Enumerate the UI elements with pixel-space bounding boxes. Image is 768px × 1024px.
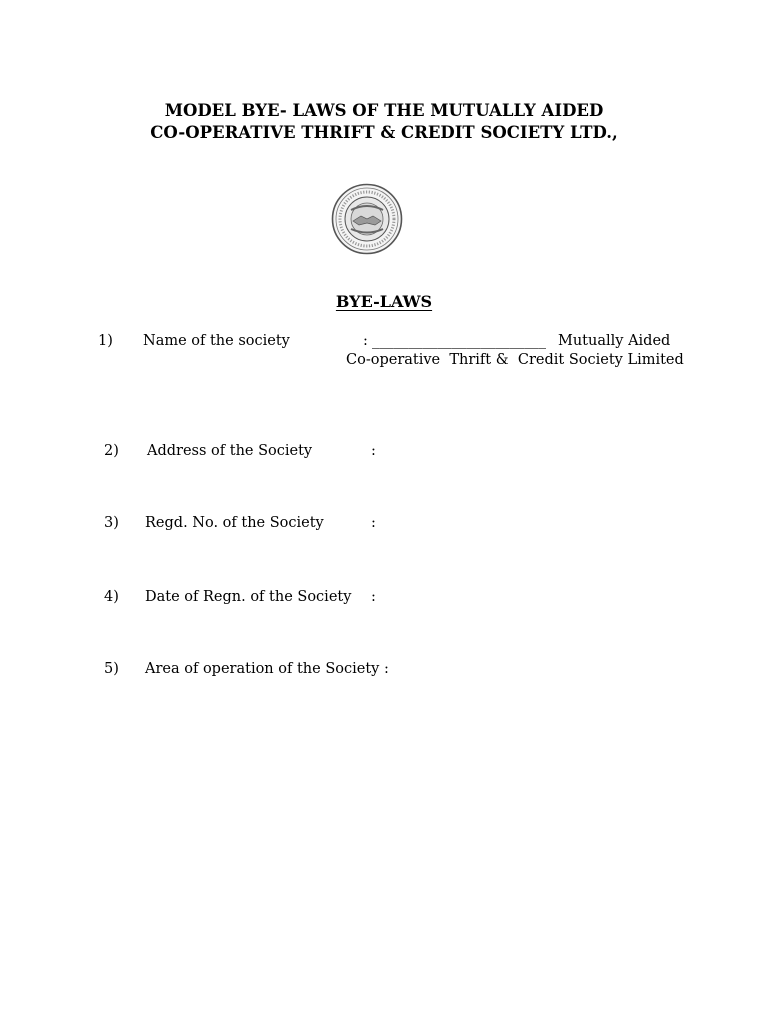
item-4-label: Date of Regn. of the Society <box>145 589 352 605</box>
item-1-value-line-1: Mutually Aided <box>558 333 671 349</box>
item-1-value-line-2: Co-operative Thrift & Credit Society Limited <box>346 352 684 368</box>
document-title-line-1: MODEL BYE- LAWS OF THE MUTUALLY AIDED <box>164 101 604 120</box>
item-1-number: 1) <box>98 333 113 349</box>
item-2-separator: : <box>371 443 376 459</box>
item-2-label: Address of the Society <box>147 443 313 459</box>
item-4-number: 4) <box>104 589 119 605</box>
item-1-separator: : <box>363 333 368 349</box>
item-4-separator: : <box>371 589 376 605</box>
item-5-number: 5) <box>104 661 119 677</box>
section-heading: BYE-LAWS <box>335 292 433 311</box>
item-1-label: Name of the society <box>143 333 290 349</box>
item-3-number: 3) <box>104 515 119 531</box>
document-title-line-2: CO-OPERATIVE THRIFT & CREDIT SOCIETY LTD., <box>150 123 618 142</box>
item-3-label: Regd. No. of the Society <box>145 515 324 531</box>
society-seal-icon <box>331 183 403 255</box>
item-3-separator: : <box>371 515 376 531</box>
item-2-number: 2) <box>104 443 119 459</box>
item-5-label: Area of operation of the Society : <box>145 661 389 677</box>
item-1-blank: ________________________ <box>372 333 546 349</box>
